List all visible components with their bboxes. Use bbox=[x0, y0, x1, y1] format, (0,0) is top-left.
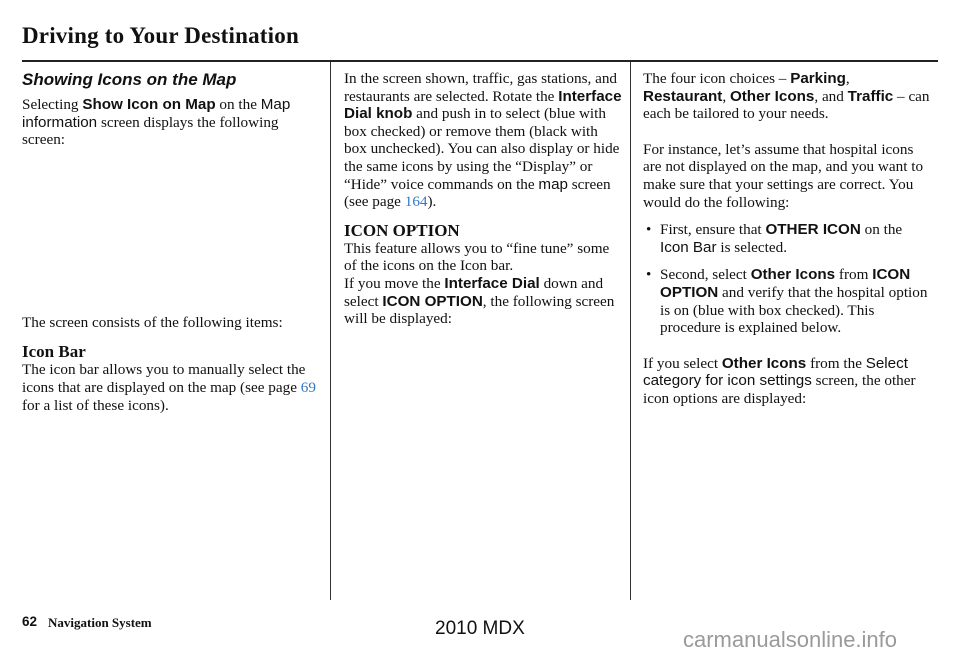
page-number: 62 bbox=[22, 614, 38, 629]
ui-term: Restaurant bbox=[643, 87, 723, 105]
paragraph: For instance, let’s assume that hospital icons are not displayed on the map, and you want to make sure that your settings are correct. You would do the following: bbox=[643, 140, 924, 211]
footer-section: Navigation System bbox=[48, 615, 152, 630]
list-item: • First, ensure that OTHER ICON on the Icon Bar is selected. bbox=[646, 221, 903, 256]
watermark: carmanualsonline.info bbox=[683, 627, 898, 652]
paragraph: The icon bar allows you to manually select the icons that are displayed on the map (see page 69 for a list of these icons). bbox=[22, 361, 316, 414]
column-divider bbox=[330, 62, 331, 600]
ui-term: map bbox=[538, 175, 568, 193]
ui-term: Show Icon on Map bbox=[82, 96, 216, 113]
paragraph: The screen consists of the following items: bbox=[22, 313, 283, 331]
page-title: Driving to Your Destination bbox=[22, 23, 299, 48]
bullet-icon: • bbox=[646, 266, 652, 284]
footer-model: 2010 MDX bbox=[435, 618, 525, 639]
ui-term: Select category for icon settings bbox=[643, 354, 908, 390]
ui-term: Traffic bbox=[847, 87, 894, 105]
screen-image-placeholder bbox=[22, 149, 322, 314]
page-link[interactable]: 69 bbox=[300, 378, 316, 396]
column-divider bbox=[630, 62, 631, 600]
section-heading: Showing Icons on the Map bbox=[22, 70, 237, 89]
ui-term: Other Icons bbox=[729, 87, 815, 105]
column-2 bbox=[344, 70, 622, 328]
ui-term: Other Icons bbox=[750, 266, 836, 284]
page-link[interactable]: 164 bbox=[404, 193, 428, 211]
header-rule bbox=[22, 60, 938, 62]
column-3 bbox=[643, 70, 933, 408]
ui-term: Other Icons bbox=[721, 354, 807, 372]
paragraph: The four icon choices – Parking, Restaurant, Other Icons, and Traffic – can each be tailored to your needs. bbox=[643, 70, 930, 123]
subheading: ICON OPTION bbox=[344, 220, 460, 240]
ui-term: Map information bbox=[22, 96, 291, 131]
bullet-icon: • bbox=[646, 221, 652, 239]
ui-term: Interface Dial bbox=[444, 274, 540, 292]
ui-term: ICON OPTION bbox=[382, 292, 483, 310]
paragraph: If you select Other Icons from the Select category for icon settings screen, the other icon options are displayed: bbox=[643, 354, 916, 407]
column-1 bbox=[22, 66, 322, 414]
paragraph: In the screen shown, traffic, gas stations, and restaurants are selected. Rotate the Interface Dial knob and push in to select (blue with box checked) or remove them (black with box unchecked). You can also display or hide the same icons by using the “Display” or “Hide” voice commands on the map screen (see page 164). bbox=[344, 70, 622, 211]
paragraph: Selecting Show Icon on Map on the Map information screen displays the following screen: bbox=[22, 96, 291, 149]
ui-term: ICON OPTION bbox=[660, 266, 911, 301]
ui-term: Parking bbox=[790, 70, 846, 87]
subheading: Icon Bar bbox=[22, 342, 86, 362]
paragraph: This feature allows you to “fine tune” some of the icons on the Icon bar. bbox=[344, 239, 610, 275]
ui-term: OTHER ICON bbox=[765, 221, 861, 239]
ui-term: Interface Dial knob bbox=[344, 87, 622, 123]
list-item: • Second, select Other Icons from ICON OPTION and verify that the hospital option is on (blue with box checked). This procedure is explained below. bbox=[646, 266, 928, 337]
paragraph: If you move the Interface Dial down and select ICON OPTION, the following screen will be displayed: bbox=[344, 274, 615, 328]
ui-term: Icon Bar bbox=[660, 238, 717, 256]
